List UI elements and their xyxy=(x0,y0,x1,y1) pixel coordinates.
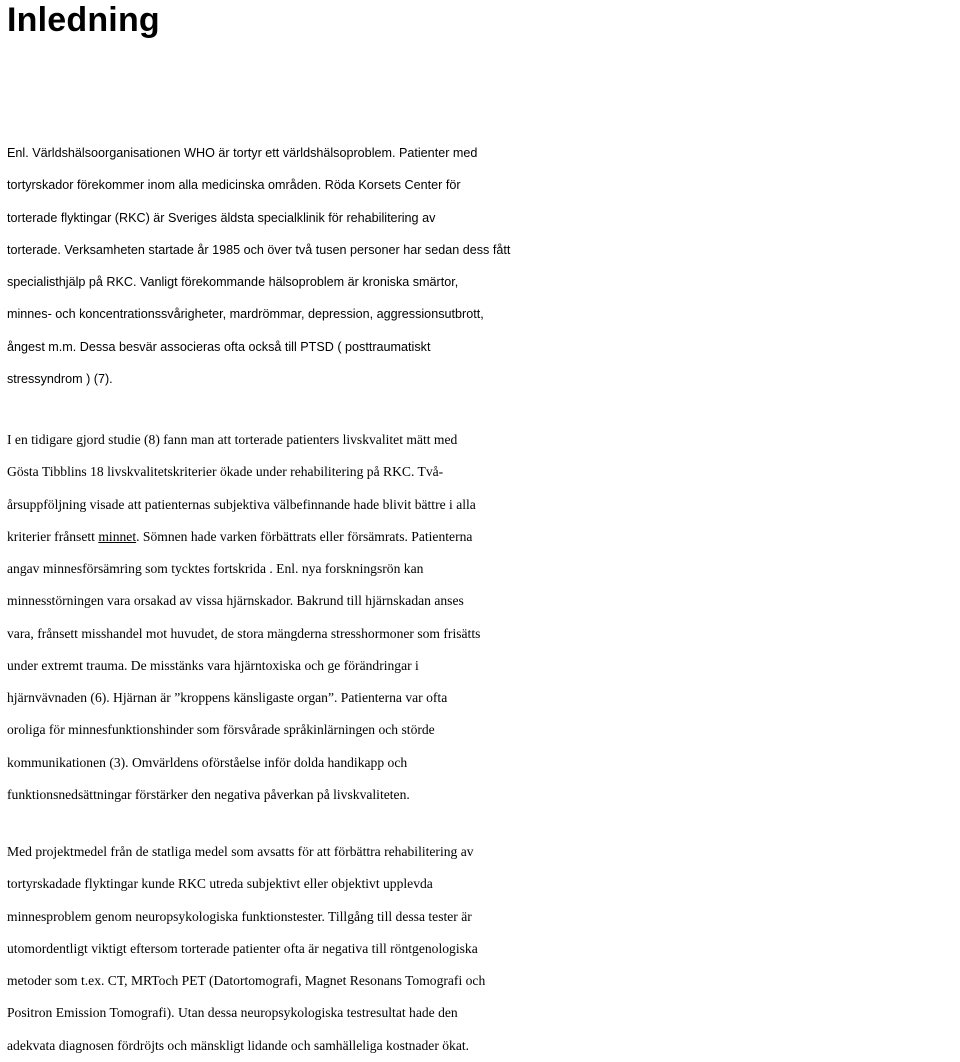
text-line: stressyndrom ) (7). xyxy=(7,372,113,387)
text-line: hjärnvävnaden (6). Hjärnan är ”kroppens känsligaste organ”. Patienterna var ofta xyxy=(7,690,448,705)
text-line: minnesproblem genom neuropsykologiska funktionstester. Tillgång till dessa tester är xyxy=(7,908,472,924)
underlined-word: minnet xyxy=(98,528,137,544)
text-line: årsuppföljning visade att patienternas subjektiva välbefinnande hade blivit bättre i alla xyxy=(7,496,476,512)
text-line: torterade. Verksamheten startade år 1985 och över två tusen personer har sedan dess fått xyxy=(7,242,511,257)
text-segment: . Sömnen hade varken förbättrats eller försämrats. Patienterna xyxy=(136,528,473,544)
text-line: tortyrskador förekommer inom alla medicinska områden. Röda Korsets Center för xyxy=(7,178,461,193)
document-page xyxy=(7,0,957,1053)
text-line: minnes- och koncentrationssvårigheter, mardrömmar, depression, aggressionsutbrott, xyxy=(7,307,484,322)
text-line: torterade flyktingar (RKC) är Sveriges äldsta specialklinik för rehabilitering av xyxy=(7,210,436,225)
paragraph-project xyxy=(7,836,957,1062)
text-line xyxy=(7,521,957,553)
text-line: utomordentligt viktigt eftersom torterade patienter ofta är negativa till röntgenologiska xyxy=(7,940,478,956)
text-line: oroliga för minnesfunktionshinder som försvårade språkinlärningen och störde xyxy=(7,722,435,738)
text-line: tortyrskadade flyktingar kunde RKC utreda subjektivt eller objektivt upplevda xyxy=(7,876,433,892)
text-line: Enl. Världshälsoorganisationen WHO är tortyr ett världshälsoproblem. Patienter med xyxy=(7,146,478,160)
text-line: vara, frånsett misshandel mot huvudet, de stora mängderna stresshormoner som frisätts xyxy=(7,625,481,641)
text-line: angav minnesförsämring som tycktes fortskrida . Enl. nya forskningsrön kan xyxy=(7,561,424,576)
text-line: ångest m.m. Dessa besvär associeras ofta också till PTSD ( posttraumatiskt xyxy=(7,339,431,354)
text-line: Med projektmedel från de statliga medel som avsatts för att förbättra rehabilitering av xyxy=(7,844,474,859)
text-line: specialisthjälp på RKC. Vanligt förekommande hälsoproblem är kroniska smärtor, xyxy=(7,275,459,290)
text-line: kommunikationen (3). Omvärldens oförståelse inför dolda handikapp och xyxy=(7,754,408,770)
text-line: under extremt trauma. De misstänks vara hjärntoxiska och ge förändringar i xyxy=(7,657,419,673)
text-line: Positron Emission Tomografi). Utan dessa neuropsykologiska testresultat hade den xyxy=(7,1005,458,1021)
text-line: metoder som t.ex. CT, MRToch PET (Datortomografi, Magnet Resonans Tomografi och xyxy=(7,973,486,988)
paragraph-study xyxy=(7,424,957,811)
paragraph-intro xyxy=(7,137,957,395)
text-line: funktionsnedsättningar förstärker den negativa påverkan på livskvaliteten. xyxy=(7,786,410,802)
text-line: adekvata diagnosen fördröjts och mänskligt lidande och samhälleliga kostnader ökat. xyxy=(7,1037,470,1053)
text-segment: kriterier frånsett xyxy=(7,528,99,544)
text-line: minnesstörningen vara orsakad av vissa hjärnskador. Bakrund till hjärnskadan anses xyxy=(7,593,464,609)
text-line: I en tidigare gjord studie (8) fann man att torterade patienters livskvalitet mätt med xyxy=(7,432,458,447)
text-line: Gösta Tibblins 18 livskvalitetskriterier ökade under rehabilitering på RKC. Två- xyxy=(7,464,444,480)
page-heading: Inledning xyxy=(7,1,160,39)
